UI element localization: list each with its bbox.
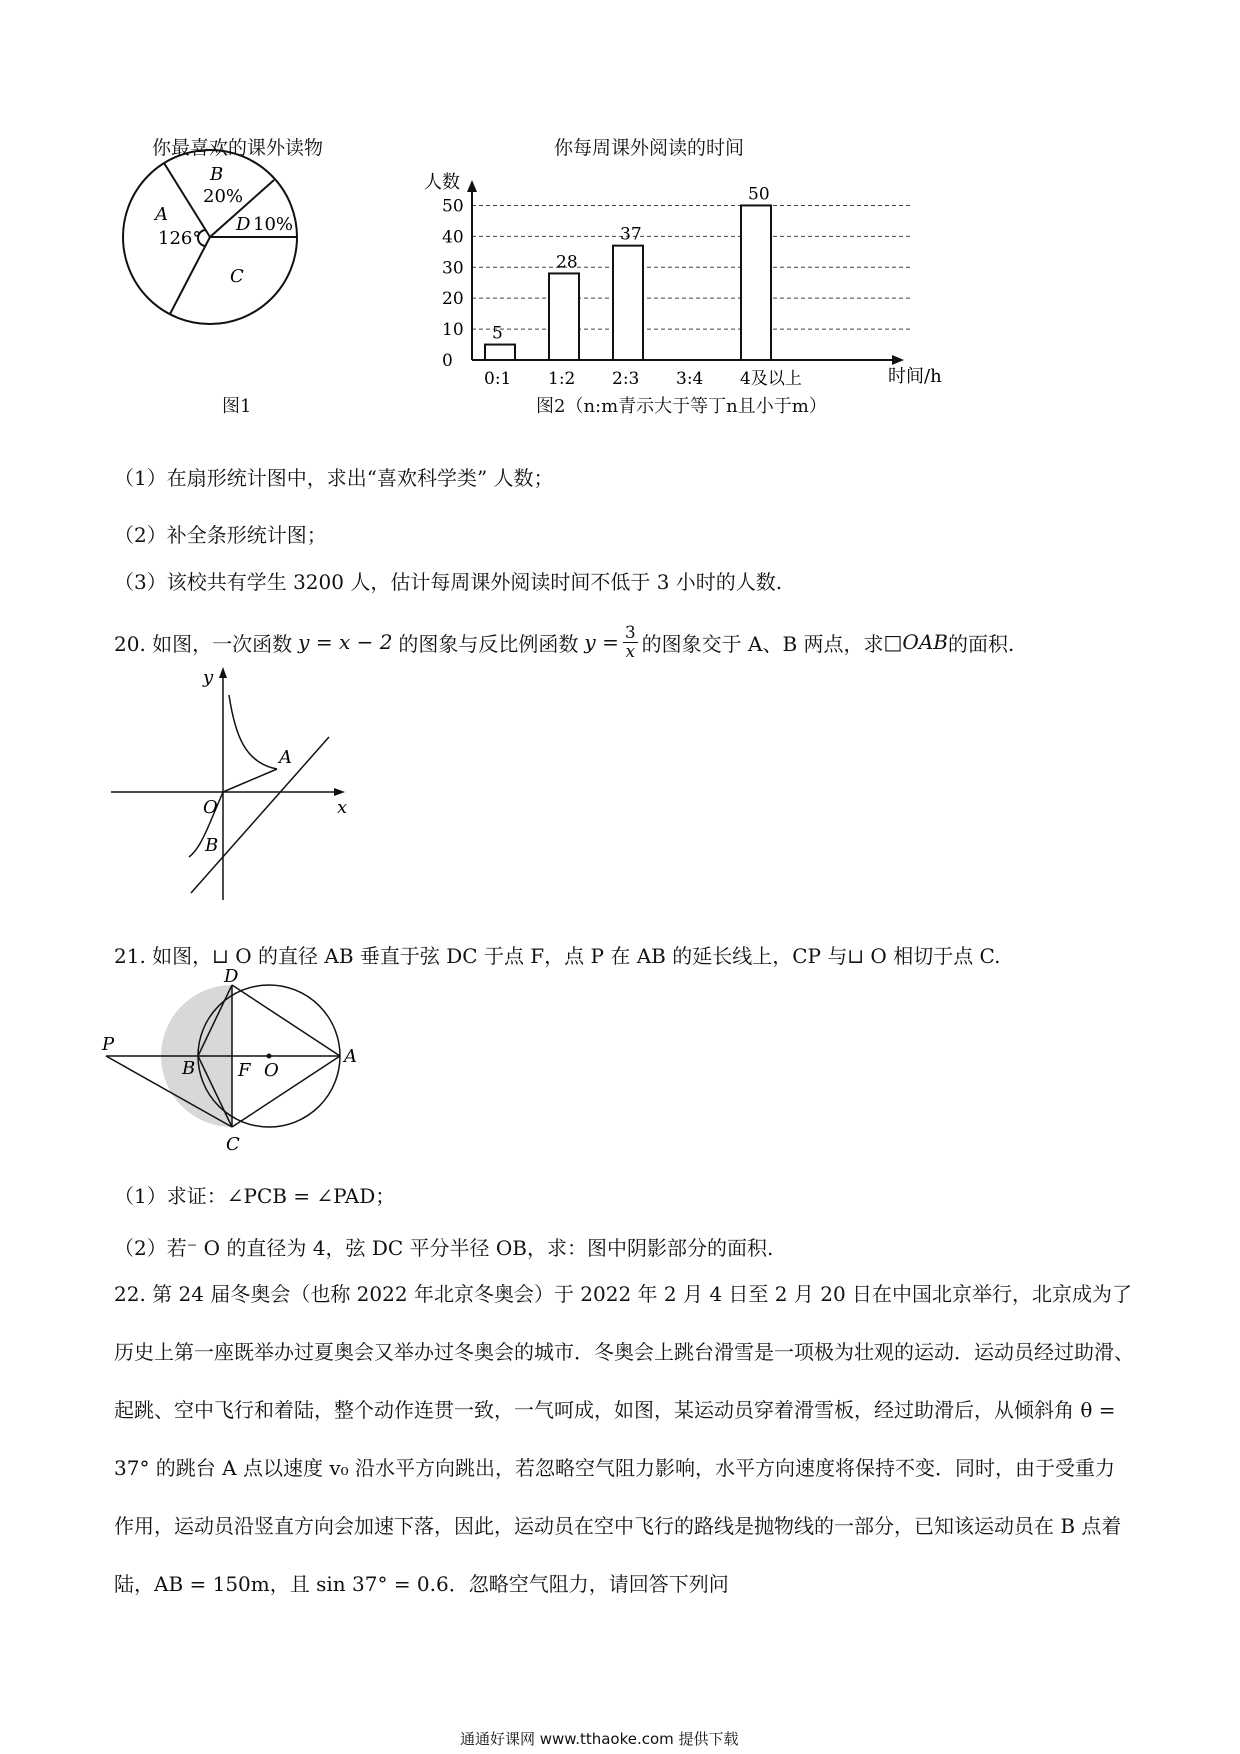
label-f: F xyxy=(238,1060,251,1081)
q22-text: 22. 第 24 届冬奥会（也称 2022 年北京冬奥会）于 2022 年 2 月 4 日至 2 月 20 日在中国北京举行，北京成为了历史上第一座既举办过夏奥会又举办过冬奥会的城市．冬奥会上跳台滑雪是一项极为壮观的运动．运动员经过助滑、起跳、空中飞行和着陆，整个动作连贯一致，一气呵成，如图，某运动员穿着滑雪板，经过助滑后，从倾斜角 θ = 37° 的跳台 A 点以速度 v₀ 沿水平方向跳出，若忽略空气阻力影响，水平方向速度将保持不变．同时，由于受重力作用，运动员沿竖直方向会加速下落，因此，运动员在空中飞行的路线是抛物线的一部分，已知该运动员在 B 点着陆，AB = 150m，且 sin 37° = 0.6．忽略空气阻力，请回答下列问 xyxy=(114,1282,1134,1596)
x-tick-label: 3:4 xyxy=(676,369,704,389)
q20-triangle: □OAB xyxy=(883,630,948,654)
label-d: D xyxy=(224,966,239,987)
bar xyxy=(613,246,643,360)
y-axis-arrow xyxy=(219,667,227,678)
q19-part2: （2）补全条形统计图； xyxy=(114,523,327,547)
fig2-title: 你每周课外阅读的时间 xyxy=(554,137,745,159)
segment-da xyxy=(232,985,340,1056)
fig2-caption: 图2（n:m青示大于等丁n且小于m） xyxy=(536,396,827,417)
x-tick-label: 0:1 xyxy=(484,369,512,389)
pie-chart xyxy=(110,150,320,340)
q20-fraction-num: 3 xyxy=(624,622,636,643)
hyperbola-branch-1 xyxy=(229,695,277,769)
q20-inverse-lhs: y = xyxy=(584,630,619,654)
bar-value-label: 28 xyxy=(556,252,578,273)
bar-value-label: 37 xyxy=(620,224,642,245)
q20-linear-function: y = x − 2 xyxy=(298,630,393,654)
footer: 通通好课网 www.tthaoke.com 提供下载 xyxy=(460,1730,739,1748)
q20-post: 的图象交于 A、B 两点，求 xyxy=(641,631,884,656)
slice-b-label: B xyxy=(210,164,224,185)
slice-b-pct: 20% xyxy=(203,186,244,207)
y-tick-label: 20 xyxy=(442,289,464,310)
bar xyxy=(485,345,515,360)
center-point xyxy=(267,1054,272,1059)
bar xyxy=(741,205,771,360)
bar-chart xyxy=(410,170,970,400)
segment-oa xyxy=(223,769,277,792)
label-o: O xyxy=(264,1060,279,1081)
label-c: C xyxy=(226,1134,240,1155)
slice-c-label: C xyxy=(230,266,244,287)
y-tick-label: 10 xyxy=(442,320,464,341)
slice-d-label: D xyxy=(236,214,251,235)
q20-figure xyxy=(105,665,365,905)
q20-end: 的面积. xyxy=(947,631,1015,656)
x-tick-label: 2:3 xyxy=(612,369,640,389)
slice-d-pct: 10% xyxy=(253,214,294,235)
q21-figure xyxy=(100,966,390,1160)
x-axis-label: 时间/h xyxy=(888,366,942,387)
y-tick-label: 50 xyxy=(442,196,464,217)
label-a: A xyxy=(279,747,292,768)
bar xyxy=(549,273,579,360)
fig1-title: 你最喜欢的课外读物 xyxy=(152,137,324,159)
q20-pre: 20. 如图，一次函数 xyxy=(114,631,293,656)
x-axis-arrow xyxy=(892,355,904,365)
bar-value-label: 50 xyxy=(748,184,770,205)
y-axis-label: 人数 xyxy=(424,172,460,193)
q20-fraction-den: x xyxy=(625,641,636,662)
x-tick-label: 1:2 xyxy=(548,369,576,389)
y-tick-label: 30 xyxy=(442,258,464,279)
label-a: A xyxy=(344,1046,357,1067)
q19-part3: （3）该校共有学生 3200 人，估计每周课外阅读时间不低于 3 小时的人数. xyxy=(114,570,783,594)
q21-part2: （2）若⁻ O 的直径为 4，弦 DC 平分半径 OB，求：图中阴影部分的面积. xyxy=(114,1236,774,1260)
q21-stem: 21. 如图，⊔ O 的直径 AB 垂直于弦 DC 于点 F，点 P 在 AB 的延长线上，CP 与⊔ O 相切于点 C. xyxy=(114,944,1001,968)
q20-mid: 的图象与反比例函数 xyxy=(398,631,579,656)
bar-value-label: 5 xyxy=(492,323,503,344)
q19-part1: （1）在扇形统计图中，求出“喜欢科学类” 人数； xyxy=(114,466,554,490)
label-y: y xyxy=(203,667,214,688)
y-tick-label: 40 xyxy=(442,227,464,248)
label-p: P xyxy=(102,1034,115,1055)
slice-a-angle: 126° xyxy=(158,228,202,249)
slice-a-label: A xyxy=(155,204,168,225)
fig1-caption: 图1 xyxy=(222,396,252,417)
label-b: B xyxy=(182,1058,196,1079)
q20-stem xyxy=(114,620,1014,664)
label-x: x xyxy=(337,797,348,818)
y-axis-arrow xyxy=(467,180,477,192)
x-axis-arrow xyxy=(334,788,345,796)
q21-part1: （1）求证：∠PCB = ∠PAD； xyxy=(114,1184,396,1208)
q20-fraction xyxy=(623,624,638,661)
label-o: O xyxy=(203,797,218,818)
x-tick-label: 4及以上 xyxy=(740,369,802,389)
label-b: B xyxy=(205,835,219,856)
y-tick-label: 0 xyxy=(442,351,453,371)
